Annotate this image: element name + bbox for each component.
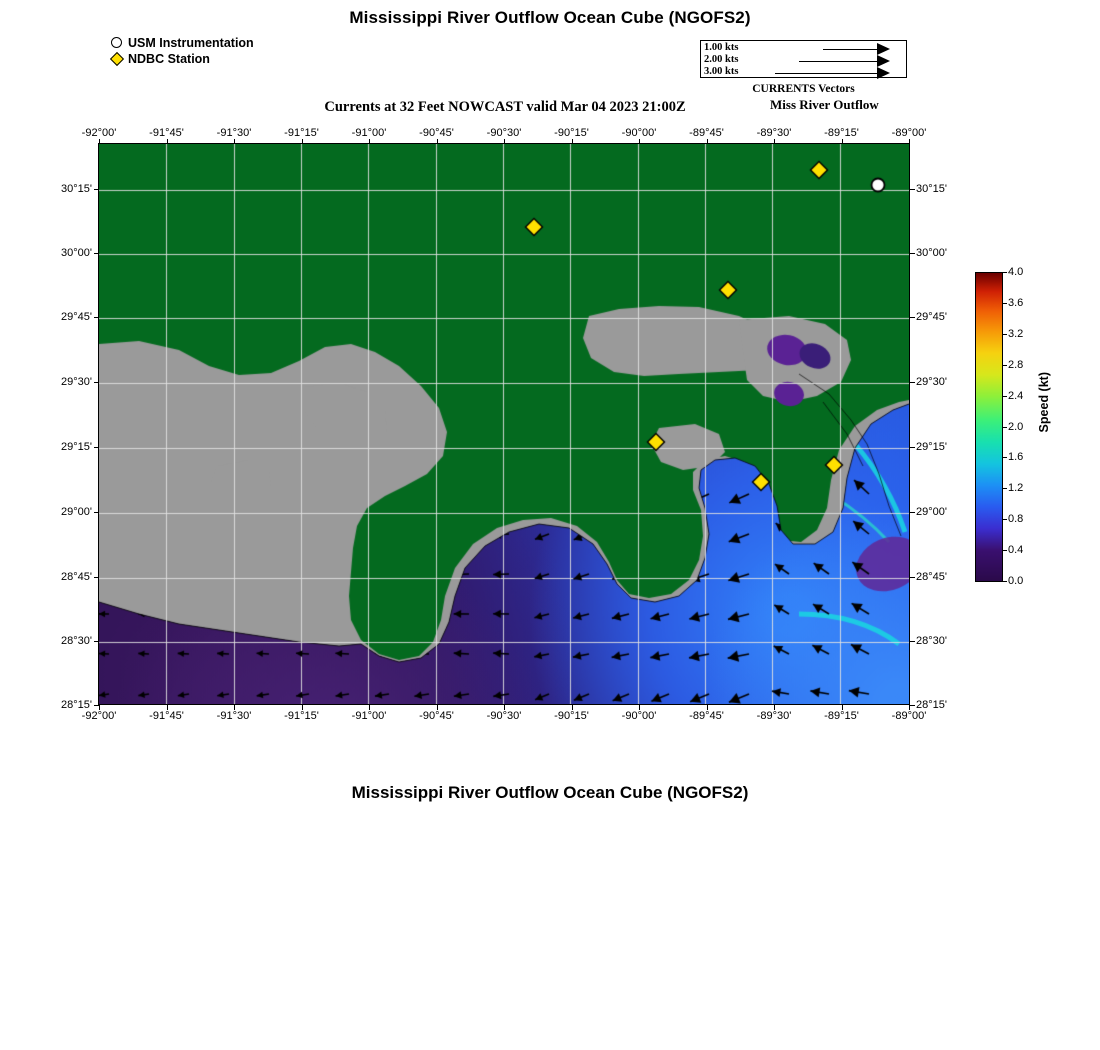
x-axis-tick xyxy=(774,139,775,144)
x-axis-tick xyxy=(909,139,910,144)
vector-key-label-3: 3.00 kts xyxy=(704,66,739,77)
x-axis-tick-label: -89°45' xyxy=(689,127,724,139)
footer-title: Mississippi River Outflow Ocean Cube (NGOFS2) xyxy=(351,783,749,802)
colorbar-tick-mark xyxy=(1003,303,1007,304)
colorbar-tick-mark xyxy=(1003,457,1007,458)
y-axis-tick-label: 30°00' xyxy=(916,247,947,259)
x-axis-tick-label: -91°15' xyxy=(284,127,319,139)
y-axis-tick-label: 30°15' xyxy=(916,183,947,195)
x-axis-tick xyxy=(167,705,168,710)
legend-item-ndbc xyxy=(110,52,254,67)
y-axis-tick xyxy=(94,705,99,706)
y-axis-tick xyxy=(910,577,915,578)
x-axis-tick xyxy=(639,705,640,710)
y-axis-tick xyxy=(94,447,99,448)
colorbar-tick-mark xyxy=(1003,334,1007,335)
y-axis-tick xyxy=(910,641,915,642)
y-axis-tick-label: 28°15' xyxy=(61,699,92,711)
vector-key-label-2: 2.00 kts xyxy=(704,54,739,65)
x-axis-tick-label: -90°30' xyxy=(486,710,522,722)
y-axis-tick xyxy=(910,382,915,383)
colorbar-tick-label: 0.0 xyxy=(1008,575,1024,587)
map-plot-area[interactable] xyxy=(98,143,910,705)
x-axis-tick-label: -90°30' xyxy=(486,127,522,139)
x-axis-tick-label: -91°15' xyxy=(284,710,319,722)
x-axis-tick xyxy=(234,139,235,144)
y-axis-tick-label: 28°30' xyxy=(61,635,92,647)
legend-item-usm-label: USM Instrumentation xyxy=(128,36,254,50)
colorbar-tick-mark xyxy=(1003,488,1007,489)
colorbar-tick-label: 0.4 xyxy=(1008,544,1024,556)
colorbar-tick-label: 2.0 xyxy=(1008,421,1024,433)
y-axis-tick xyxy=(910,705,915,706)
vector-key-label-1: 1.00 kts xyxy=(704,42,739,53)
x-axis-tick xyxy=(842,139,843,144)
x-axis-tick xyxy=(707,705,708,710)
x-axis-tick-label: -89°15' xyxy=(824,127,859,139)
vector-key-row-3 xyxy=(701,67,906,79)
colorbar-tick-mark xyxy=(1003,550,1007,551)
x-axis-tick xyxy=(167,139,168,144)
x-axis-tick xyxy=(437,705,438,710)
y-axis-tick-label: 29°45' xyxy=(61,311,92,323)
colorbar-tick-mark xyxy=(1003,581,1007,582)
x-axis-tick-label: -90°45' xyxy=(419,710,454,722)
y-axis-tick xyxy=(94,577,99,578)
y-axis-tick xyxy=(94,512,99,513)
legend-item-usm xyxy=(110,36,254,51)
y-axis-tick-label: 29°00' xyxy=(61,506,92,518)
x-axis-tick xyxy=(639,139,640,144)
y-axis-tick-label: 28°15' xyxy=(916,699,947,711)
station-legend xyxy=(110,36,254,68)
x-axis-tick-label: -91°30' xyxy=(216,710,252,722)
colorbar-tick-label: 4.0 xyxy=(1008,266,1024,278)
page-title: Mississippi River Outflow Ocean Cube (NGOFS2) xyxy=(349,8,751,27)
vector-scale-key xyxy=(700,40,907,78)
colorbar-tick-label: 1.6 xyxy=(1008,451,1024,463)
colorbar-tick-mark xyxy=(1003,365,1007,366)
x-axis-tick xyxy=(572,705,573,710)
vector-key-caption: CURRENTS Vectors xyxy=(752,83,855,95)
y-axis-tick xyxy=(94,382,99,383)
y-axis-tick-label: 29°30' xyxy=(916,376,947,388)
y-axis-tick xyxy=(910,189,915,190)
colorbar-tick-mark xyxy=(1003,396,1007,397)
colorbar-tick-label: 2.8 xyxy=(1008,359,1024,371)
vector-key-arrow-3 xyxy=(877,67,890,79)
y-axis-tick xyxy=(910,317,915,318)
colorbar-tick-mark xyxy=(1003,427,1007,428)
x-axis-tick xyxy=(437,139,438,144)
outflow-label: Miss River Outflow xyxy=(770,97,879,112)
y-axis-tick-label: 28°30' xyxy=(916,635,947,647)
vector-key-line-1 xyxy=(823,49,877,50)
vector-key-line-2 xyxy=(799,61,877,62)
colorbar-tick-mark xyxy=(1003,519,1007,520)
x-axis-tick xyxy=(504,139,505,144)
x-axis-tick xyxy=(572,139,573,144)
x-axis-tick-label: -89°15' xyxy=(824,710,859,722)
x-axis-tick xyxy=(774,705,775,710)
x-axis-tick-label: -91°30' xyxy=(216,127,252,139)
colorbar-tick-mark xyxy=(1003,272,1007,273)
y-axis-tick-label: 28°45' xyxy=(916,571,947,583)
y-axis-tick xyxy=(94,189,99,190)
y-axis-tick xyxy=(910,253,915,254)
x-axis-tick-label: -90°00' xyxy=(621,710,657,722)
y-axis-tick xyxy=(910,447,915,448)
x-axis-tick-label: -91°45' xyxy=(149,710,184,722)
colorbar-gradient xyxy=(975,272,1003,582)
diamond-marker-icon xyxy=(110,52,128,67)
x-axis-tick xyxy=(369,139,370,144)
colorbar-tick-label: 0.8 xyxy=(1008,513,1024,525)
x-axis-tick xyxy=(504,705,505,710)
colorbar-tick-label: 2.4 xyxy=(1008,390,1024,402)
x-axis-tick-label: -89°00' xyxy=(891,710,927,722)
colorbar-tick-label: 1.2 xyxy=(1008,482,1024,494)
colorbar-tick-label: 3.6 xyxy=(1008,297,1024,309)
map-canvas[interactable] xyxy=(99,144,909,704)
map-subtitle: Currents at 32 Feet NOWCAST valid Mar 04 2023 21:00Z xyxy=(324,99,686,115)
x-axis-tick-label: -92°00' xyxy=(81,127,117,139)
y-axis-tick xyxy=(94,641,99,642)
colorbar-tick-label: 3.2 xyxy=(1008,328,1024,340)
x-axis-tick-label: -90°45' xyxy=(419,127,454,139)
x-axis-tick-label: -91°00' xyxy=(351,127,387,139)
y-axis-tick xyxy=(910,512,915,513)
x-axis-tick-label: -89°00' xyxy=(891,127,927,139)
x-axis-tick xyxy=(302,139,303,144)
colorbar-title: Speed (kt) xyxy=(1037,372,1051,433)
y-axis-tick-label: 29°15' xyxy=(61,441,92,453)
x-axis-tick-label: -92°00' xyxy=(81,710,117,722)
legend-item-ndbc-label: NDBC Station xyxy=(128,52,210,66)
y-axis-tick-label: 29°00' xyxy=(916,506,947,518)
y-axis-tick-label: 30°00' xyxy=(61,247,92,259)
x-axis-tick-label: -91°45' xyxy=(149,127,184,139)
circle-marker-icon xyxy=(110,36,128,51)
x-axis-tick xyxy=(302,705,303,710)
y-axis-tick-label: 28°45' xyxy=(61,571,92,583)
y-axis-tick xyxy=(94,317,99,318)
x-axis-tick-label: -89°45' xyxy=(689,710,724,722)
vector-key-line-3 xyxy=(775,73,877,74)
x-axis-tick-label: -91°00' xyxy=(351,710,387,722)
y-axis-tick-label: 30°15' xyxy=(61,183,92,195)
y-axis-tick-label: 29°15' xyxy=(916,441,947,453)
vector-key-arrow-1 xyxy=(877,43,890,55)
x-axis-tick xyxy=(707,139,708,144)
x-axis-tick xyxy=(234,705,235,710)
x-axis-tick-label: -90°15' xyxy=(554,127,589,139)
y-axis-tick-label: 29°30' xyxy=(61,376,92,388)
x-axis-tick xyxy=(369,705,370,710)
x-axis-tick-label: -89°30' xyxy=(756,710,792,722)
x-axis-tick xyxy=(99,705,100,710)
x-axis-tick xyxy=(842,705,843,710)
x-axis-tick-label: -90°15' xyxy=(554,710,589,722)
y-axis-tick-label: 29°45' xyxy=(916,311,947,323)
y-axis-tick xyxy=(94,253,99,254)
x-axis-tick-label: -89°30' xyxy=(756,127,792,139)
vector-key-arrow-2 xyxy=(877,55,890,67)
x-axis-tick xyxy=(99,139,100,144)
x-axis-tick-label: -90°00' xyxy=(621,127,657,139)
